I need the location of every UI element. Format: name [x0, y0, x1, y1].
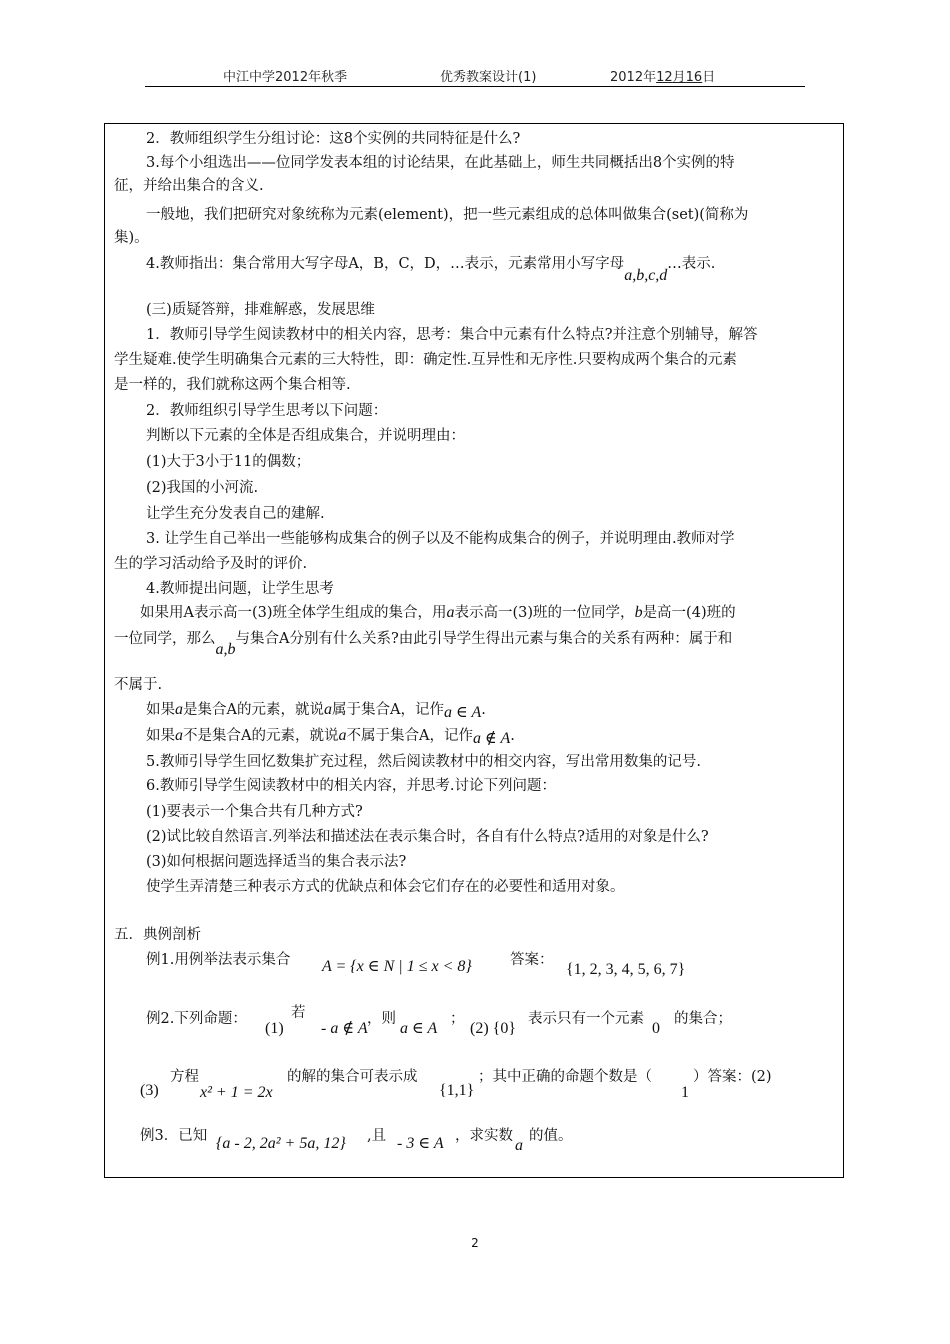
text-segment: 与集合A分别有什么关系?由此引导学生得出元素与集合的关系有两种：属于和 [235, 631, 733, 647]
text-line-29: 使学生弄清楚三种表示方式的优缺点和体会它们存在的必要性和适用对象。 [146, 879, 625, 895]
example-1-set: A = {x ∈ N | 1 ≤ x < 8} [322, 958, 472, 975]
text-line-11: 2．教师组织引导学生思考以下问题： [146, 403, 388, 419]
text-segment: . [510, 728, 515, 744]
text-segment: 不属于集合A，记作 [346, 728, 473, 744]
text-line-26: (1)要表示一个集合共有几种方式? [146, 804, 363, 820]
example-1-answer: {1, 2, 3, 4, 5, 6, 7} [566, 961, 686, 978]
text-line-24: 5.教师引导学生回忆数集扩充过程，然后阅读教材中的相交内容，写出常用数集的记号. [146, 754, 701, 770]
text-segment: . [481, 702, 486, 718]
text-segment: 一位同学，那么 [114, 631, 216, 647]
text-line-17: 生的学习活动给予及时的评价. [114, 556, 308, 572]
text-segment: 属于集合A，记作 [331, 702, 444, 718]
text-segment: 若 [291, 1005, 306, 1021]
text-segment: ，则 [367, 1011, 396, 1027]
text-segment: …表示. [667, 256, 716, 272]
text-segment: 表示只有一个元素 [528, 1011, 644, 1027]
math-a: a [515, 1137, 523, 1154]
text-segment: ，求实数 [455, 1128, 513, 1144]
header-date-day: 16 [685, 70, 703, 85]
math-a-b: a,b [215, 641, 236, 658]
example-3-label: 例3．已知 [140, 1128, 208, 1144]
text-line-22 [146, 701, 486, 719]
example-1-label: 例1.用例举法表示集合 [146, 952, 291, 968]
text-segment: 是高一(4)班的 [642, 605, 736, 621]
example-2-item-2: (2) {0} [470, 1020, 517, 1037]
header-date-month-unit: 月 [672, 70, 686, 85]
text-line-1: 2．教师组织学生分组讨论：这8个实例的共同特征是什么? [146, 131, 521, 147]
math-a: a [323, 701, 332, 718]
math-minus-3-in-A: - 3 ∈ A [397, 1135, 444, 1152]
example-2-item-3: (3) [140, 1082, 159, 1099]
text-line-13: (1)大于3小于11的偶数； [146, 454, 311, 470]
text-line-14: (2)我国的小河流. [146, 480, 259, 496]
text-segment: ；其中正确的命题个数是（ [478, 1069, 652, 1085]
text-line-5: 集)。 [114, 230, 149, 246]
text-line-15: 让学生充分发表自己的建解. [146, 506, 325, 522]
page-number: 2 [471, 1236, 479, 1250]
text-line-6 [146, 255, 716, 284]
text-line-10: 是一样的，我们就称这两个集合相等. [114, 377, 351, 393]
math-a-in-A: a ∈ A [400, 1020, 438, 1037]
math-a: a [446, 604, 455, 621]
text-line-23 [146, 727, 515, 745]
header-school: 中江中学2012年秋季 [223, 70, 348, 85]
text-line-19 [140, 604, 736, 622]
text-segment: 4.教师指出：集合常用大写字母A，B，C，D，…表示，元素常用小写字母 [146, 256, 625, 272]
text-line-28: (3)如何根据问题选择适当的集合表示法? [146, 854, 407, 870]
text-segment: 的解的集合可表示成 [287, 1069, 418, 1085]
text-segment: 不是集合A的元素，就说 [183, 728, 339, 744]
text-segment: 如果用A表示高一(3)班全体学生组成的集合，用 [140, 605, 447, 621]
text-line-4: 一般地，我们把研究对象统称为元素(element)，把一些元素组成的总体叫做集合(set)(简称为 [146, 207, 749, 223]
example-2-item-1: (1) [265, 1020, 284, 1037]
section-heading-3: (三)质疑答辩，排难解惑，发展思维 [146, 302, 375, 318]
example-1-answer-label: 答案： [510, 952, 554, 968]
text-line-3: 征，并给出集合的含义. [114, 178, 264, 194]
header-date-day-unit: 日 [702, 70, 716, 85]
text-segment: 如果 [146, 702, 175, 718]
math-zero: 0 [652, 1020, 660, 1037]
header-title: 优秀教案设计(1) [440, 70, 537, 85]
text-segment: 的值。 [529, 1128, 573, 1144]
text-line-12: 判断以下元素的全体是否组成集合，并说明理由： [146, 428, 465, 444]
math-a: a [175, 727, 183, 744]
text-line-16: 3. 让学生自己举出一些能够构成集合的例子以及不能构成集合的例子，并说明理由.教师对学 [146, 531, 735, 547]
math-abcd: a,b,c,d [624, 267, 668, 284]
text-line-9: 学生疑难.使学生明确集合元素的三大特性，即：确定性.互异性和无序性.只要构成两个集合的元素 [114, 352, 737, 368]
math-a: a [338, 727, 347, 744]
text-segment: 表示高一(3)班的一位同学， [454, 605, 635, 621]
header-date-month: 12 [656, 70, 673, 85]
section-heading-5: 五．典例剖析 [114, 927, 201, 943]
text-line-27: (2)试比较自然语言.列举法和描述法在表示集合时，各自有什么特点?适用的对象是什么? [146, 829, 709, 845]
math-a-in-A: a ∈ A [443, 704, 482, 721]
header-date-year: 2012年 [610, 70, 657, 85]
text-line-2: 3.每个小组选出——位同学发表本组的讨论结果，在此基础上，师生共同概括出8个实例的特 [146, 155, 735, 171]
header-date [610, 66, 715, 85]
math-a: a [175, 701, 183, 718]
text-segment: ,且 [367, 1128, 387, 1144]
math-equation: x² + 1 = 2x [200, 1084, 273, 1101]
math-set-A: {a - 2, 2a² + 5a, 12} [216, 1135, 346, 1152]
text-segment: 是集合A的元素，就说 [183, 702, 324, 718]
math-set-1-1: {1,1} [439, 1082, 475, 1099]
text-segment: 方程 [170, 1069, 199, 1085]
text-line-8: 1．教师引导学生阅读教材中的相关内容，思考：集合中元素有什么特点?并注意个别辅导，解答 [146, 327, 758, 343]
text-line-18: 4.教师提出问题，让学生思考 [146, 581, 334, 597]
text-line-21: 不属于. [114, 677, 163, 693]
text-line-20 [114, 630, 733, 658]
text-segment: 的集合； [674, 1011, 732, 1027]
math-minus-a-notin-A: - a ∉ A [321, 1020, 368, 1037]
example-2-label: 例2.下列命题： [146, 1011, 247, 1027]
page-header [145, 66, 805, 87]
example-2-answer: ）答案：(2) [693, 1069, 772, 1085]
math-b: b [634, 604, 643, 621]
text-segment: 如果 [146, 728, 175, 744]
text-line-25: 6.教师引导学生阅读教材中的相关内容，并思考.讨论下列问题： [146, 778, 556, 794]
math-one: 1 [681, 1084, 689, 1101]
math-a-notin-A: a ∉ A [472, 730, 511, 747]
text-segment: ； [450, 1011, 465, 1027]
